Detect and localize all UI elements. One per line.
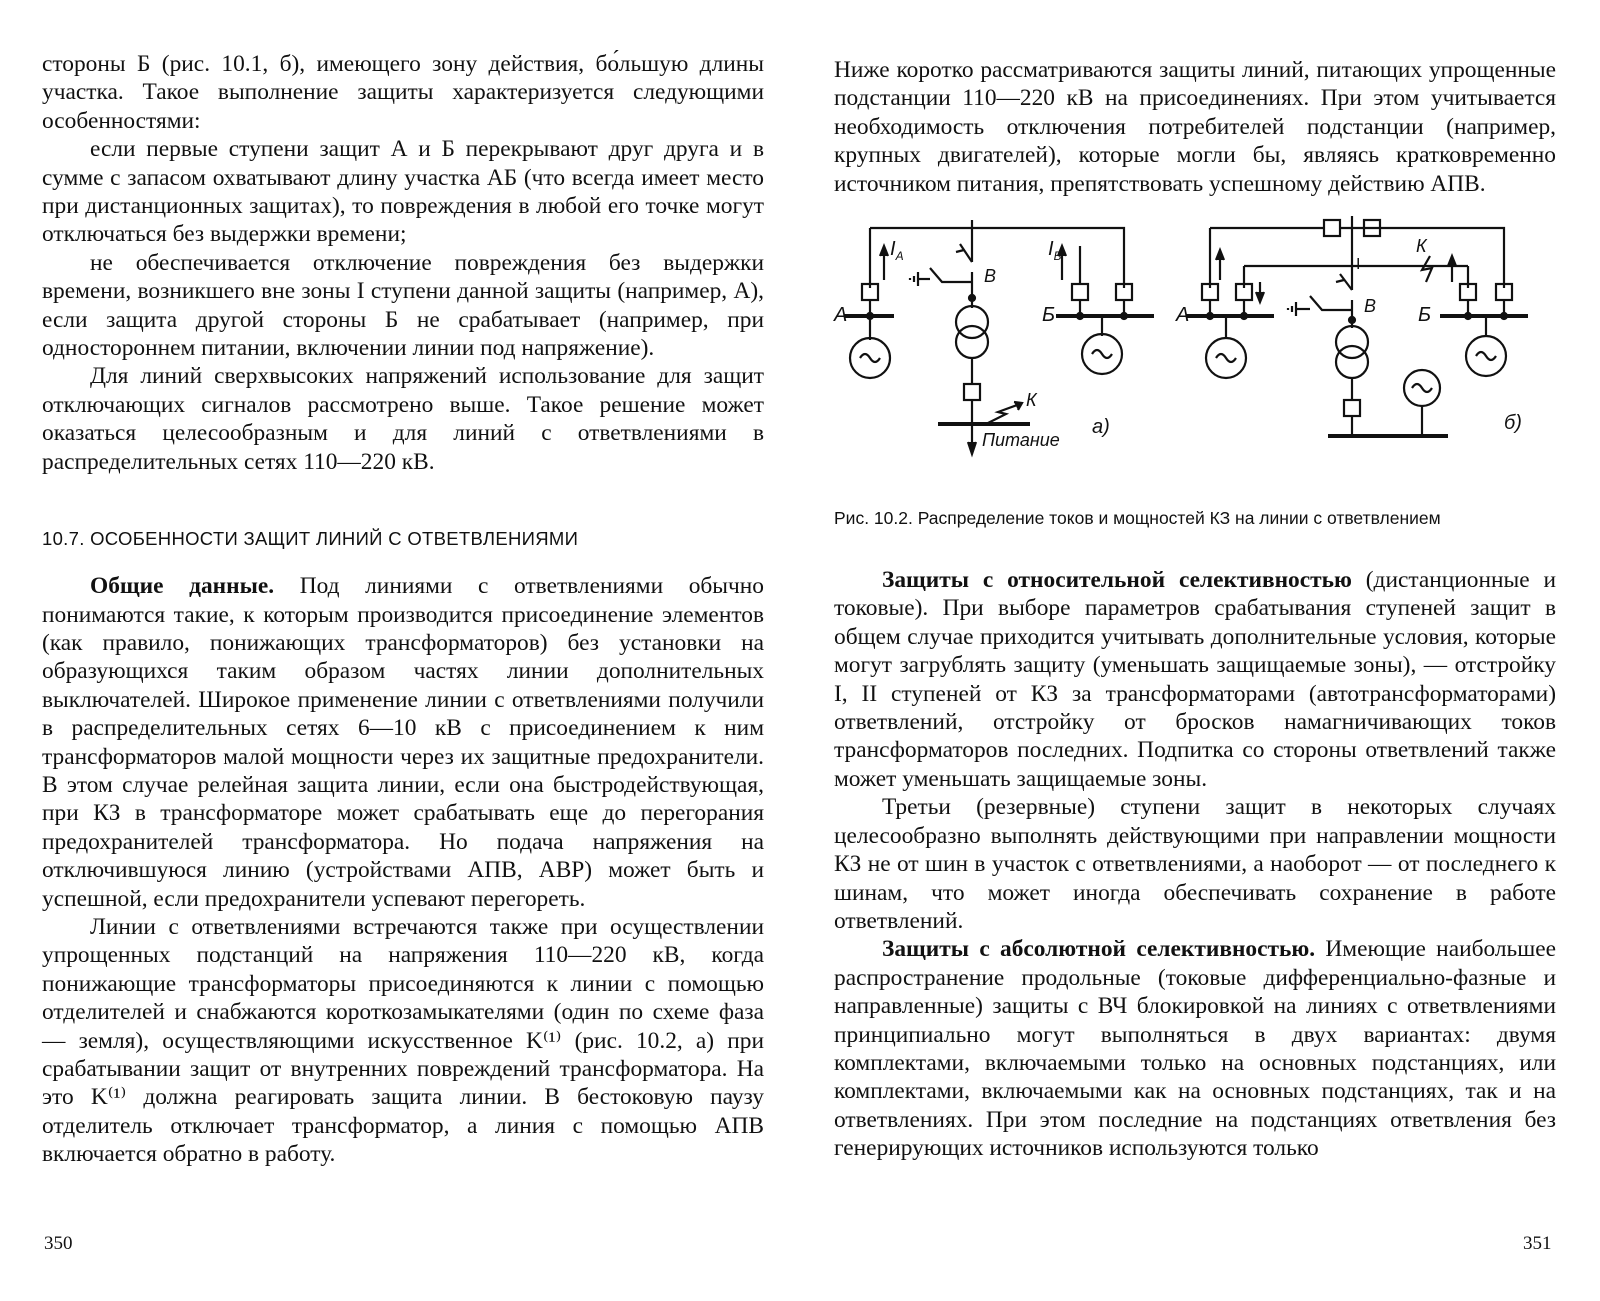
list-paragraph: не обеспечивается отключение повреждения без выдержки времени, возникшего вне зоны I ступени данной защиты (например, А), если защита другой стороны Б не срабатывает (например, при одностороннем питании, включении линии под напряжение). xyxy=(42,249,764,362)
paragraph: Третьи (резервные) ступени защит в некоторых случаях целесообразно выполнять действующими при направлении мощности КЗ не от шин в участок с ответвлениями, а наоборот — от последнего к шинам, что может иногда обеспечивать сохранение в работе ответвлений. xyxy=(834,794,1556,934)
diagram-panel-b xyxy=(1186,216,1528,436)
figure-caption: Рис. 10.2. Распределение токов и мощностей КЗ на линии с ответвлением xyxy=(834,508,1441,529)
label-k-b: К xyxy=(1416,236,1427,257)
current-sub: А xyxy=(895,249,904,264)
page-number: 351 xyxy=(1523,1233,1552,1254)
label-a: А xyxy=(834,304,848,327)
label-b: Б xyxy=(1042,304,1056,327)
paragraph-lead: Общие данные. xyxy=(90,573,275,600)
current-label: I xyxy=(890,238,896,261)
section-heading: 10.7. ОСОБЕННОСТИ ЗАЩИТ ЛИНИЙ С ОТВЕТВЛЕНИЯМИ xyxy=(42,528,579,550)
right-page xyxy=(800,0,1600,1301)
label-ib xyxy=(1048,238,1061,263)
list-paragraph: если первые ступени защит А и Б перекрывают друг друга и в сумме с запасом охватывают длину участка АБ (что всегда имеет место при дистанционных защитах), то повреждения в любой его точке могут отключаться без выдержки времени; xyxy=(42,136,764,248)
paragraph-body: (дистанционные и токовые). При выборе параметров срабатывания ступеней защит в общем случае приходится учитывать дополнительные условия, которые могут загрублять защиту (уменьшать защищаемые зоны), — отстройку I, II ступеней от КЗ за трансформаторами (автотрансформаторами) ответвлений, отстройку от бросков намагничивающих токов трансформаторов последних. Подпитка со стороны ответвлений также может уменьшать защищаемые зоны. xyxy=(834,567,1557,792)
paragraph: Линии с ответвлениями встречаются также при осуществлении упрощенных подстанций на напряжения 110—220 кВ, когда понижающие трансформаторы присоединяются к линии с помощью отделителей и снабжаются короткозамыкателями (один по схеме фаза — земля), осуществляющими искусственное K⁽¹⁾ (рис. 10.2, а) при срабатывании защит от внутренних повреждений трансформатора. На это K⁽¹⁾ должна реагировать защита линии. В бестоковую паузу отделитель отключает трансформатор, а линия с помощью АПВ включается обратно в работу. xyxy=(42,913,764,1168)
label-section: I xyxy=(1356,256,1361,274)
paragraph xyxy=(42,572,764,913)
paragraph: Ниже коротко рассматриваются защиты линий, питающих упрощенные подстанции 110—220 кВ на присоединениях. При этом учитывается необходимость отключения потребителей подстанции (например, крупных двигателей), которые могли бы, являясь кратковременно источником питания, препятствовать успешному действию АПВ. xyxy=(834,57,1556,197)
current-sub: Б xyxy=(1053,249,1062,264)
left-text-column xyxy=(42,50,764,1169)
page-number: 350 xyxy=(44,1233,73,1254)
paragraph-body: Под линиями с ответвлениями обычно понимаются такие, к которым производится присоединение элементов (как правило, понижающих трансформаторов) без установки на образующихся таким образом частях линии дополнительных выключателей. Широкое применение линии с ответвлениями получили в распределительных сетях 6—10 кВ с присоединением к ним трансформаторов малой мощности через их защитные предохранители. В этом случае релейная защита линии, если она быстродействующая, при КЗ в трансформаторе может срабатывать еще до перегорания предохранителей трансформатора. Но подача напряжения на отключившуюся линию (устройствами АПВ, АВР) может быть и успешной, если предохранители успевают перегореть. xyxy=(42,573,764,912)
label-supply: Питание xyxy=(982,430,1060,451)
paragraph-lead: Защиты с абсолютной селективностью. xyxy=(882,936,1316,963)
paragraph-body: Имеющие наибольшее распространение продольные (токовые дифференциально-фазные и направленные) защиты с ВЧ блокировкой на линиях с ответвлениями принципиально могут выполняться в двух вариантах: двумя комплектами, включаемыми только на основных подстанциях, или комплектами, включаемыми как на основных подстанциях, так и на ответвлениях. При этом последние на подстанциях ответвления без генерирующих источников используются только xyxy=(834,936,1556,1162)
paragraph xyxy=(834,935,1556,1162)
circuit-diagram xyxy=(834,216,1556,486)
label-k: К xyxy=(1026,390,1037,411)
paragraph: Для линий сверхвысоких напряжений использование для защит отключающих сигналов рассмотрено выше. Такое решение может оказаться целесообразным и для линий с ответвлениями в распределительных сетях 110—220 кВ. xyxy=(42,363,764,475)
label-ia xyxy=(890,238,904,263)
figure-10-2 xyxy=(834,216,1556,486)
label-a-b: А xyxy=(1176,304,1190,327)
panel-a-label: а) xyxy=(1092,416,1110,439)
paragraph-lead: Защиты с относительной селективностью xyxy=(882,567,1352,594)
spacer xyxy=(834,530,1556,566)
label-v-b: В xyxy=(1364,296,1377,317)
paragraph xyxy=(834,566,1556,793)
right-text-column xyxy=(834,56,1556,1163)
panel-b-label: б) xyxy=(1504,412,1522,435)
label-b-b: Б xyxy=(1418,304,1432,327)
current-label: I xyxy=(1048,238,1054,261)
label-v: В xyxy=(984,266,997,287)
paragraph: стороны Б (рис. 10.1, б), имеющего зону действия, бо́льшую длины участка. Такое выполнение защиты характеризуется следующими особенностями: xyxy=(42,51,764,134)
